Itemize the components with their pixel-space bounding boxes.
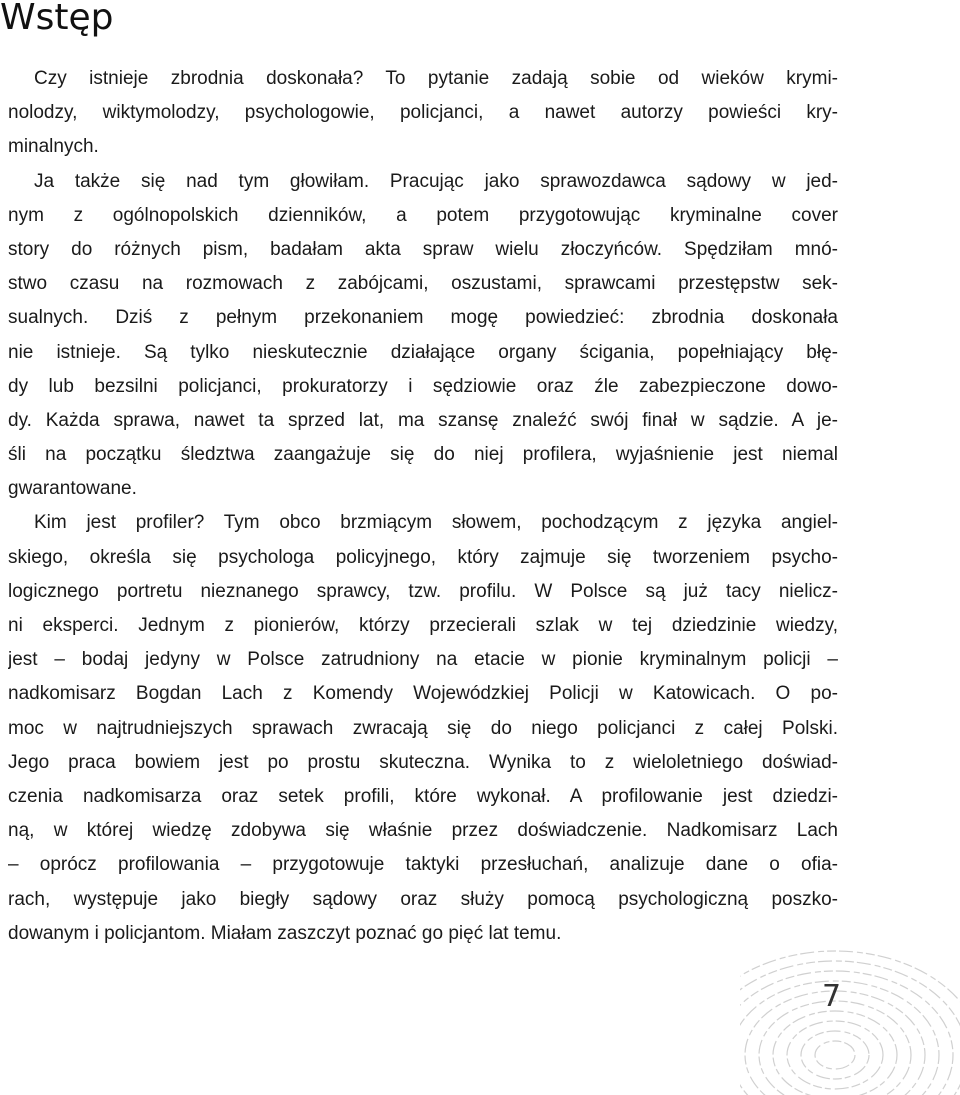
text-line: nie istnieje. Są tylko nieskutecznie działające organy ścigania, popełniający błę- [8, 341, 838, 363]
text-line: nolodzy, wiktymolodzy, psychologowie, policjanci, a nawet autorzy powieści kry- [8, 102, 838, 124]
text-line: moc w najtrudniejszych sprawach zwracają się do niego policjanci z całej Polski. [8, 717, 838, 739]
text-line: nadkomisarz Bogdan Lach z Komendy Wojewódzkiej Policji w Katowicach. O po- [8, 683, 838, 705]
text-line: ną, w której wiedzę zdobywa się właśnie przez doświadczenie. Nadkomisarz Lach [8, 820, 838, 842]
text-line: jest – bodaj jedyny w Polsce zatrudniony na etacie w pionie kryminalnym policji – [8, 649, 838, 671]
text-line: dy. Każda sprawa, nawet ta sprzed lat, ma szansę znaleźć swój finał w sądzie. A je- [8, 409, 838, 431]
text-line: Czy istnieje zbrodnia doskonała? To pytanie zadają sobie od wieków krymi- [34, 68, 838, 89]
text-line: skiego, określa się psychologa policyjnego, który zajmuje się tworzeniem psycho- [8, 546, 838, 568]
text-line: logicznego portretu nieznanego sprawcy, tzw. profilu. W Polsce są już tacy nielicz- [8, 580, 838, 602]
page-number: 7 [822, 979, 842, 1014]
text-line: ni eksperci. Jednym z pionierów, którzy przecierali szlak w tej dziedzinie wiedzy, [8, 615, 838, 636]
text-line: Jego praca bowiem jest po prostu skuteczna. Wynika to z wieloletniego doświad- [8, 751, 838, 773]
text-line: rach, występuje jako biegły sądowy oraz służy pomocą psychologiczną poszko- [8, 888, 838, 910]
page-title: Wstęp [0, 0, 114, 38]
text-line: gwarantowane. [8, 478, 137, 500]
text-line: śli na początku śledztwa zaangażuje się do niej profilera, wyjaśnienie jest niemal [8, 444, 838, 466]
text-line: dowanym i policjantom. Miałam zaszczyt poznać go pięć lat temu. [8, 922, 562, 944]
text-line: czenia nadkomisarza oraz setek profili, które wykonał. A profilowanie jest dziedzi- [8, 785, 838, 807]
text-line: story do różnych pism, badałam akta spraw wielu złoczyńców. Spędziłam mnó- [8, 238, 838, 260]
text-line: dy lub bezsilni policjanci, prokuratorzy i sędziowie oraz źle zabezpieczone dowo- [8, 375, 838, 397]
text-line: sualnych. Dziś z pełnym przekonaniem mogę powiedzieć: zbrodnia doskonała [8, 307, 838, 329]
text-line: minalnych. [8, 136, 99, 158]
text-line: Kim jest profiler? Tym obco brzmiącym słowem, pochodzącym z języka angiel- [34, 512, 838, 534]
text-line: nym z ogólnopolskich dzienników, a potem przygotowując kryminalne cover [8, 204, 838, 226]
text-line: – oprócz profilowania – przygotowuje taktyki przesłuchań, analizuje dane o ofia- [8, 854, 838, 876]
text-line: stwo czasu na rozmowach z zabójcami, oszustami, sprawcami przestępstw sek- [8, 273, 838, 295]
fingerprint-icon [740, 945, 960, 1095]
body-text [8, 62, 838, 951]
text-line: Ja także się nad tym głowiłam. Pracując jako sprawozdawca sądowy w jed- [34, 170, 838, 192]
